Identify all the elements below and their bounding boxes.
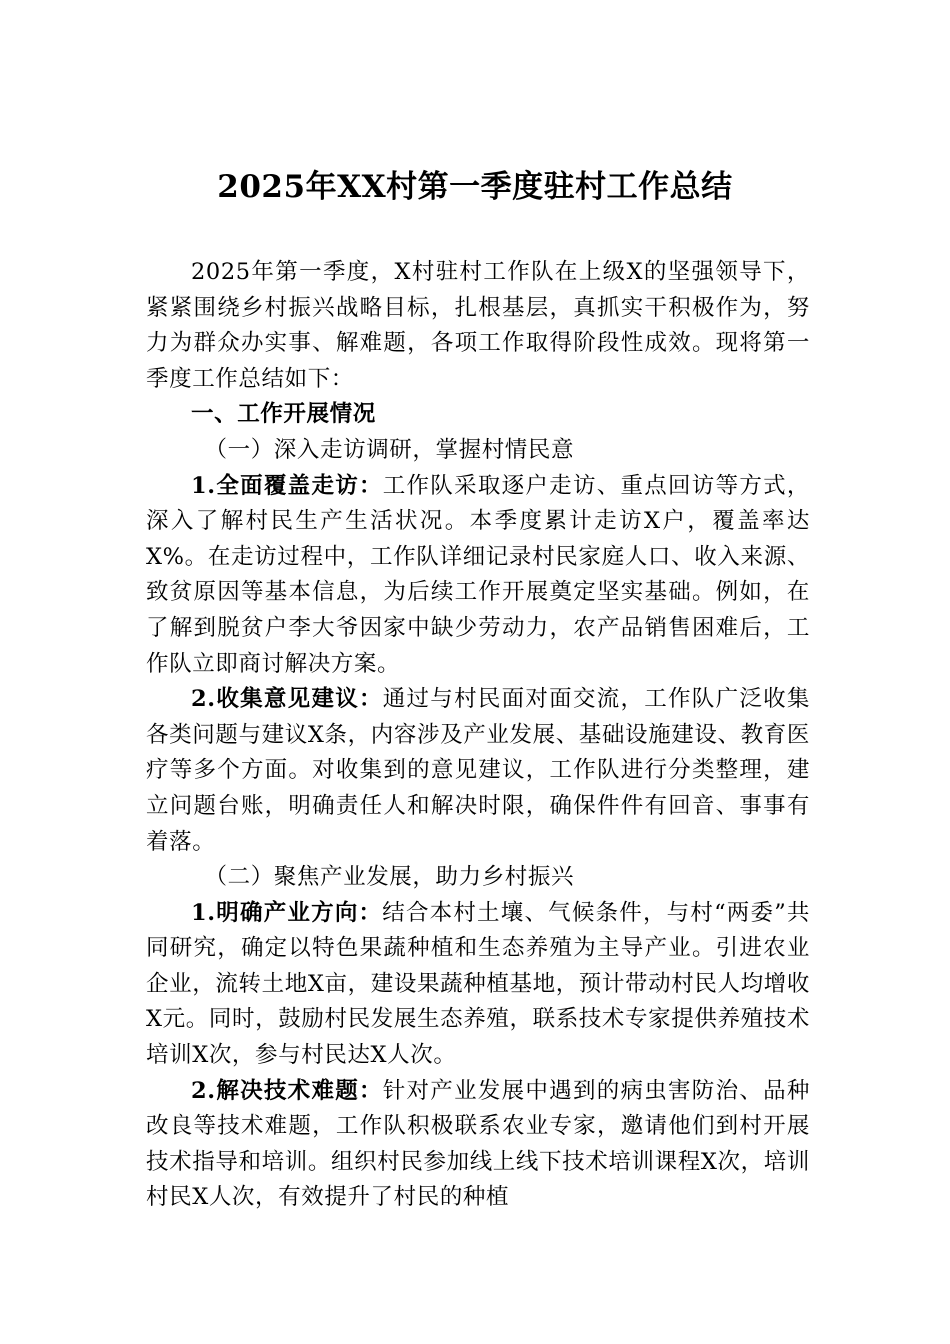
- list-item: [146, 896, 810, 1074]
- list-item: [146, 469, 810, 683]
- item-text: 结合本村土壤、气候条件，与村“两委”共同研究，确定以特色果蔬种植和生态养殖为主导产业。引进农业企业，流转土地X亩，建设果蔬种植基地，预计带动村民人均增收X元。同时，鼓励村民发展生态养殖，联系技术专家提供养殖技术培训X次，参与村民达X人次。: [146, 899, 811, 1069]
- item-text: 通过与村民面对面交流，工作队广泛收集各类问题与建议X条，内容涉及产业发展、基础设施建设、教育医疗等多个方面。对收集到的意见建议，工作队进行分类整理，建立问题台账，明确责任人和解决时限，确保件件有回音、事事有着落。: [146, 686, 810, 855]
- item-text: 针对产业发展中遇到的病虫害防治、品种改良等技术难题，工作队积极联系农业专家，邀请他们到村开展技术指导和培训。组织村民参加线上线下技术培训课程X次，培训村民X人次，有效提升了村民的种植: [146, 1077, 810, 1211]
- subsection-heading: （一）深入走访调研，掌握村情民意: [204, 436, 575, 463]
- item-lead: 2.解决技术难题：: [191, 1077, 383, 1104]
- item-lead: 2.收集意见建议：: [191, 686, 383, 713]
- intro-paragraph: 2025年第一季度，X村驻村工作队在上级X的坚强领导下，紧紧围绕乡村振兴战略目标，扎根基层，真抓实干积极作为，努力为群众办实事、解难题，各项工作取得阶段性成效。现将第一季度工作总结如下：: [146, 259, 810, 392]
- section-heading: 一、工作开展情况: [191, 401, 376, 428]
- item-lead: 1.全面覆盖走访：: [191, 472, 383, 499]
- item-text: 工作队采取逐户走访、重点回访等方式，深入了解村民生产生活状况。本季度累计走访X户，覆盖率达X%。在走访过程中，工作队详细记录村民家庭人口、收入来源、致贫原因等基本信息，为后续工作开展奠定坚实基础。例如，在了解到脱贫户李大爷因家中缺少劳动力，农产品销售困难后，工作队立即商讨解决方案。: [146, 472, 810, 677]
- subsection-heading: （二）聚焦产业发展，助力乡村振兴: [204, 864, 575, 891]
- document-body: [146, 255, 810, 1216]
- list-item: [146, 1074, 810, 1216]
- item-lead: 1.明确产业方向：: [191, 899, 383, 926]
- list-item: [146, 682, 810, 860]
- document-title: 2025年XX村第一季度驻村工作总结: [217, 169, 733, 205]
